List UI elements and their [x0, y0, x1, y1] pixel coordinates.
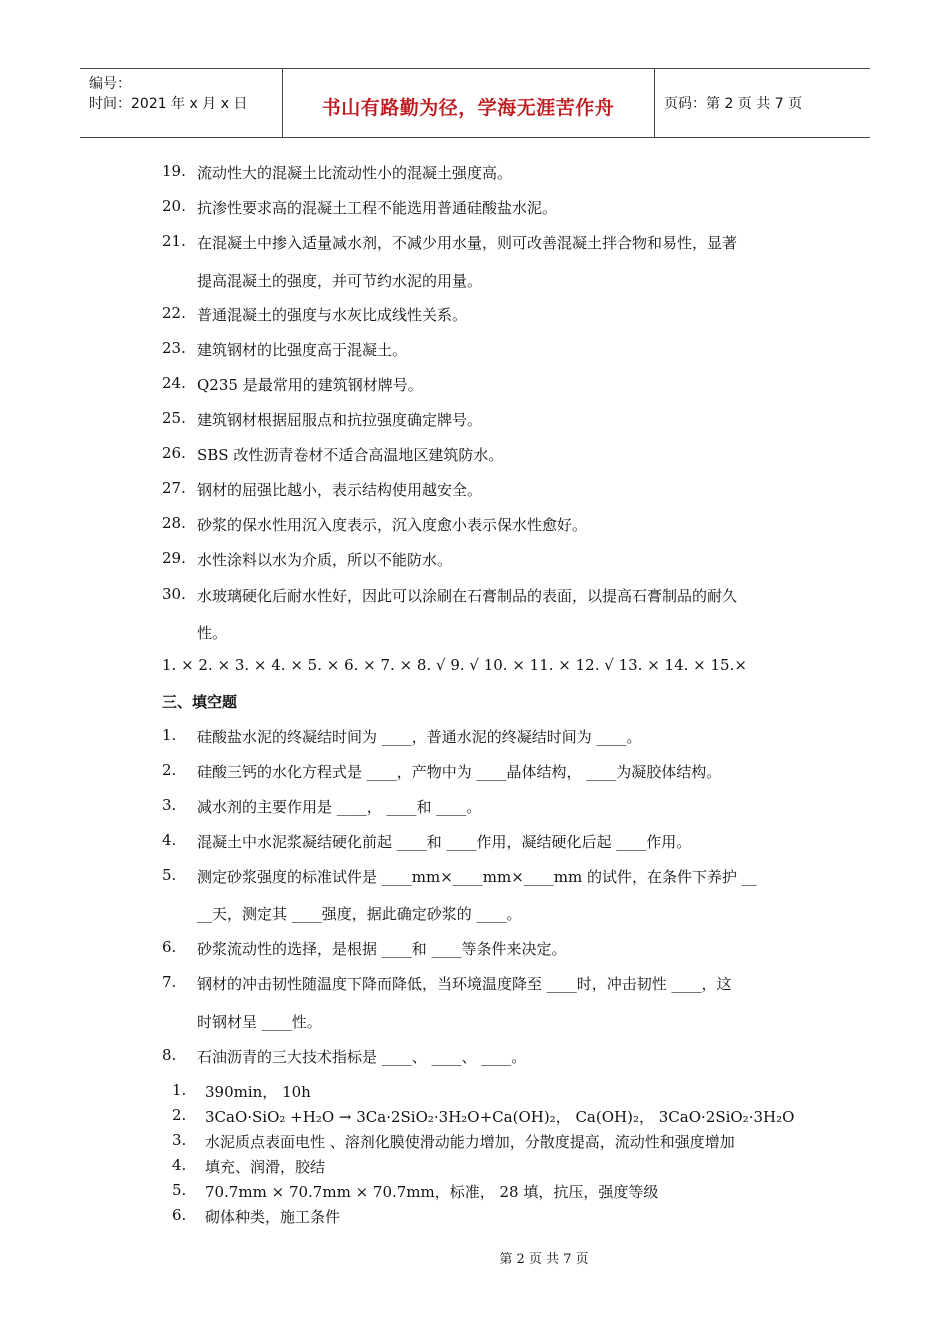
answer-text: 填充、润滑，胶结: [205, 1158, 326, 1176]
answer-text: 390min， 10h: [205, 1083, 311, 1101]
answer-number: 2.: [172, 1106, 187, 1124]
item-text: 砂浆流动性的选择，是根据 ____和 ____等条件来决定。: [197, 940, 567, 958]
item-number: 5.: [162, 866, 177, 884]
item-text: 硅酸盐水泥的终凝结时间为 ____，普通水泥的终凝结时间为 ____。: [197, 728, 642, 746]
item-text: 砂浆的保水性用沉入度表示，沉入度愈小表示保水性愈好。: [197, 516, 588, 534]
item-text: SBS 改性沥青卷材不适合高温地区建筑防水。: [197, 446, 504, 464]
answer-text: 水泥质点表面电性 、溶剂化膜使滑动能力增加，分散度提高，流动性和强度增加: [205, 1133, 735, 1151]
header-left-cell: [80, 69, 283, 137]
item-text: 在混凝土中掺入适量减水剂，不减少用水量，则可改善混凝土拌合物和易性，显著: [197, 234, 738, 252]
time-line: 时间：2021 年 x 月 x 日: [89, 96, 248, 112]
item-text: 时钢材呈 ____性。: [197, 1013, 322, 1031]
answer-text: 3CaO·SiO₂ +H₂O → 3Ca·2SiO₂·3H₂O+Ca(OH)₂， Ca(OH)₂， 3CaO·2SiO₂·3H₂O: [205, 1108, 795, 1126]
answer-number: 5.: [172, 1181, 187, 1199]
item-text: 水性涂料以水为介质，所以不能防水。: [197, 551, 453, 569]
item-text: 抗渗性要求高的混凝土工程不能选用普通硅酸盐水泥。: [197, 199, 558, 217]
item-number: 8.: [162, 1046, 177, 1064]
item-text: 水玻璃硬化后耐水性好，因此可以涂刷在石膏制品的表面，以提高石膏制品的耐久: [197, 587, 738, 605]
item-text: 硅酸三钙的水化方程式是 ____，产物中为 ____晶体结构， ____为凝胶体结构。: [197, 763, 722, 781]
answer-text: 1. × 2. × 3. × 4. × 5. × 6. × 7. × 8. √ 9. √ 10. × 11. × 12. √ 13. × 14. × 15.×: [162, 656, 747, 674]
header-motto-cell: [282, 69, 655, 137]
item-text: 钢材的屈强比越小，表示结构使用越安全。: [197, 481, 483, 499]
item-text: 提高混凝土的强度，并可节约水泥的用量。: [197, 272, 483, 290]
answer-text: 70.7mm × 70.7mm × 70.7mm，标准， 28 填，抗压，强度等级: [205, 1183, 659, 1201]
section-title: 三、填空题: [162, 693, 238, 711]
item-number: 2.: [162, 761, 177, 779]
page-footer: [0, 1248, 950, 1267]
item-text: 建筑钢材的比强度高于混凝土。: [197, 341, 408, 359]
answer-number: 3.: [172, 1131, 187, 1149]
item-text: 建筑钢材根据屈服点和抗拉强度确定牌号。: [197, 411, 483, 429]
item-text: 钢材的冲击韧性随温度下降而降低，当环境温度降至 ____时，冲击韧性 ____，这: [197, 975, 732, 993]
item-number: 25.: [162, 409, 186, 427]
item-number: 1.: [162, 726, 177, 744]
item-number: 21.: [162, 232, 186, 250]
item-number: 23.: [162, 339, 186, 357]
item-text: 减水剂的主要作用是 ____， ____和 ____。: [197, 798, 482, 816]
motto-text: 书山有路勤为径，学海无涯苦作舟: [321, 96, 615, 119]
item-number: 20.: [162, 197, 186, 215]
page-header: [80, 68, 870, 138]
item-text: 普通混凝土的强度与水灰比成线性关系。: [197, 306, 468, 324]
answer-number: 1.: [172, 1081, 187, 1099]
item-number: 27.: [162, 479, 186, 497]
header-right-cell: [654, 69, 870, 137]
item-number: 26.: [162, 444, 186, 462]
item-text: __天，测定其 ____强度，据此确定砂浆的 ____。: [197, 905, 522, 923]
item-text: 流动性大的混凝土比流动性小的混凝土强度高。: [197, 164, 513, 182]
item-text: Q235 是最常用的建筑钢材牌号。: [197, 376, 423, 394]
item-text: 石油沥青的三大技术指标是 ____、 ____、 ____。: [197, 1048, 527, 1066]
item-number: 4.: [162, 831, 177, 849]
answer-number: 4.: [172, 1156, 187, 1174]
page-info: 页码：第 2 页 共 7 页: [664, 96, 803, 112]
item-number: 7.: [162, 973, 177, 991]
answer-text: 砌体种类，施工条件: [205, 1208, 341, 1226]
item-number: 19.: [162, 162, 186, 180]
item-text: 混凝土中水泥浆凝结硬化前起 ____和 ____作用，凝结硬化后起 ____作用。: [197, 833, 692, 851]
item-number: 30.: [162, 585, 186, 603]
answer-number: 6.: [172, 1206, 187, 1224]
item-text: 测定砂浆强度的标准试件是 ____mm×____mm×____mm 的试件，在条件下养护 __: [197, 868, 757, 886]
item-number: 24.: [162, 374, 186, 392]
item-number: 22.: [162, 304, 186, 322]
footer-page-number: 第 2 页 共 7 页: [499, 1252, 589, 1267]
item-number: 3.: [162, 796, 177, 814]
doc-number-label: 编号：: [89, 76, 131, 92]
item-number: 29.: [162, 549, 186, 567]
item-text: 性。: [197, 624, 228, 642]
item-number: 6.: [162, 938, 177, 956]
item-number: 28.: [162, 514, 186, 532]
